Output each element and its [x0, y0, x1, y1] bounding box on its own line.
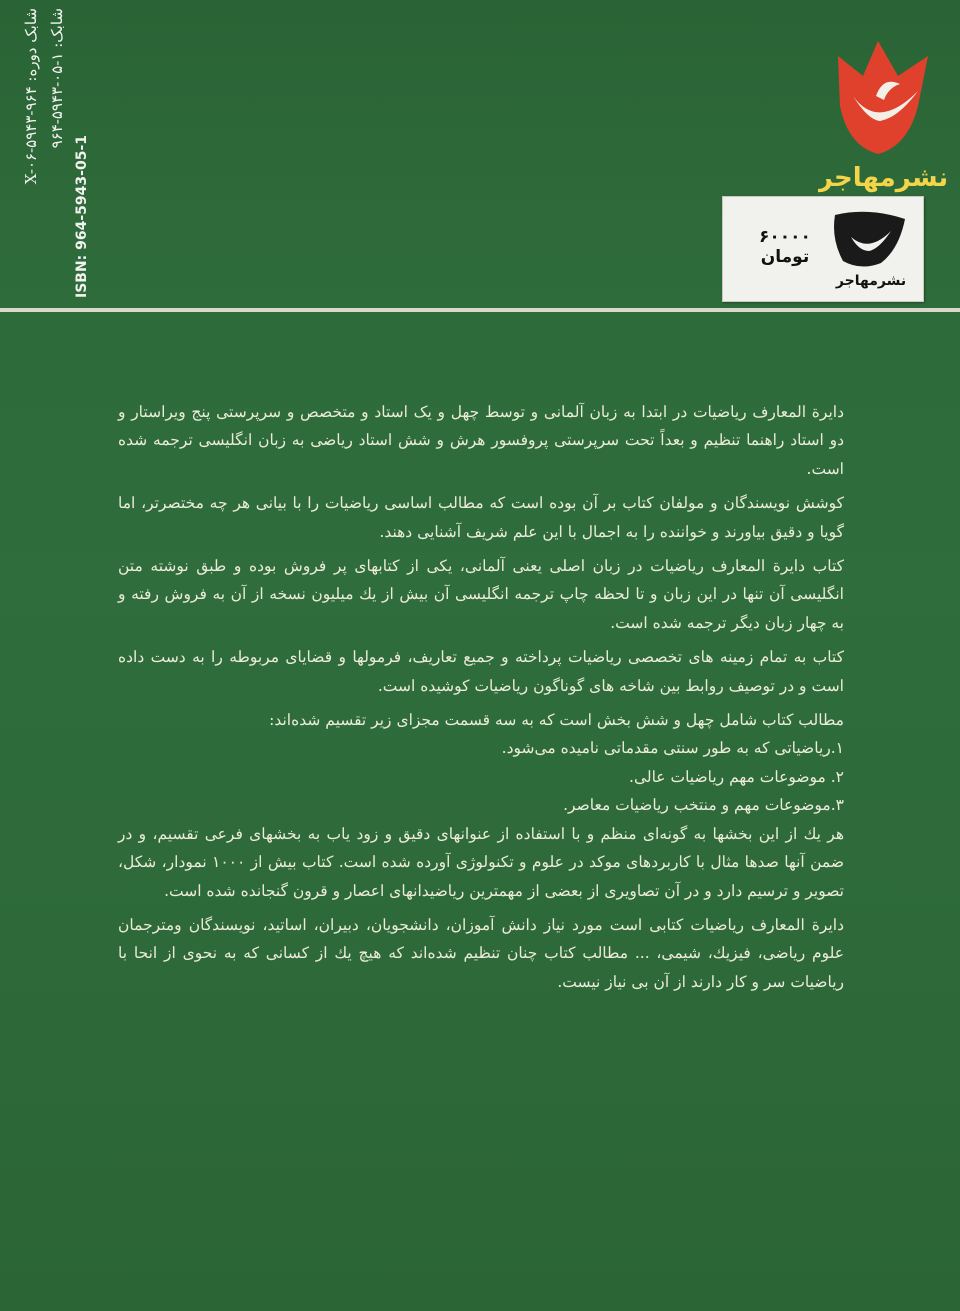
publisher-logo-text: نشرمهاجر — [818, 163, 948, 193]
paragraph-1: دایرة المعارف ریاضیات در ابتدا به زبان آلمانی و توسط چهل و یک استاد و متخصص و سرپرستی پنج ویراستار و دو استاد راهنما تنظیم و بعداً تحت سرپرستی پروفسور هرش و شش استاد ریاضی به زبان انگلیسی ترجمه شده است. — [118, 403, 844, 478]
list-item-3: ۳.موضوعات مهم و منتخب ریاضیات معاصر. — [563, 796, 844, 815]
price-label: ۶۰۰۰۰ تومان — [759, 227, 811, 267]
paragraph-6: دایرة المعارف ریاضیات کتابی است مورد نیاز دانش آموزان، دانشجویان، دبیران، اساتید، نویسندگان ومترجمان علوم ریاضی، فیزیك، شیمی، ... مطالب کتاب چنان تنظیم شده‌اند که هیچ یك از کسانی که به نحوی از انحا با ریاضیات سر و کار دارند از آن بی نیاز نیست. — [118, 915, 844, 991]
publisher-logo-icon — [818, 36, 948, 196]
paragraph-4: کتاب به تمام زمینه های تخصصی ریاضیات پرداخته و جمیع تعاریف، فرمولها و قضایای مربوطه را به دست داده است و در توصیف روابط بین شاخه های گوناگون ریاضیات کوشیده است. — [118, 648, 844, 695]
isbn-set-persian: شابک دوره: X-۰۶-۵۹۴۳-۹۶۴ — [22, 8, 40, 185]
paragraph-3: کتاب دایرة المعارف ریاضیات در زبان اصلی یعنی آلمانی، یکی از کتابهای پر فروش بوده و طبق نوشته متن انگلیسی آن تنها در این زبان و تا لحظه چاپ ترجمه انگلیسی آن بیش از یك میلیون نسخه از آن به فروش رفته و به چهار زبان دیگر ترجمه شده است. — [118, 557, 844, 632]
isbn-english: ISBN: 964-5943-05-1 — [74, 135, 90, 298]
list-item-2: ۲. موضوعات مهم ریاضیات عالی. — [629, 767, 844, 786]
paragraph-5: هر یك از این بخشها به گونه‌ای منظم و با استفاده از عنوانهای دقیق و زود یاب به بخشهای فرعی تقسیم، و در ضمن آنها صدها مثال با کاربردهای موکد در علوم و تکنولوژی آورده شده است. کتاب بیش از ۱۰۰۰ نمودار، شکل، تصویر و ترسیم دارد و در آن تصاویری از بعضی از مهمترین ریاضیدانهای اعصار و قرون گنجانده شده است. — [118, 824, 844, 900]
band-divider — [0, 308, 960, 312]
list-intro: مطالب کتاب شامل چهل و شش بخش است که به سه قسمت مجزای زیر تقسیم شده‌اند: — [269, 711, 844, 730]
paragraph-2: کوشش نویسندگان و مولفان کتاب بر آن بوده است که مطالب اساسی ریاضیات را با بیانی هر چه مختصرتر، اما گویا و دقیق بیاورند و خواننده را به اجمال با این علم شریف آشنایی دهند. — [118, 494, 844, 541]
list-item-1: ۱.ریاضیاتی که به طور سنتی مقدماتی نامیده می‌شود. — [501, 739, 844, 758]
isbn-persian: شابک: ۱-۰۵-۵۹۴۳-۹۶۴ — [48, 8, 66, 149]
price-sticker — [722, 196, 924, 302]
sticker-logo-text: نشرمهاجر — [835, 273, 907, 289]
sticker-logo-icon — [829, 209, 913, 291]
isbn-block — [4, 8, 96, 298]
back-cover-description — [118, 398, 844, 1002]
